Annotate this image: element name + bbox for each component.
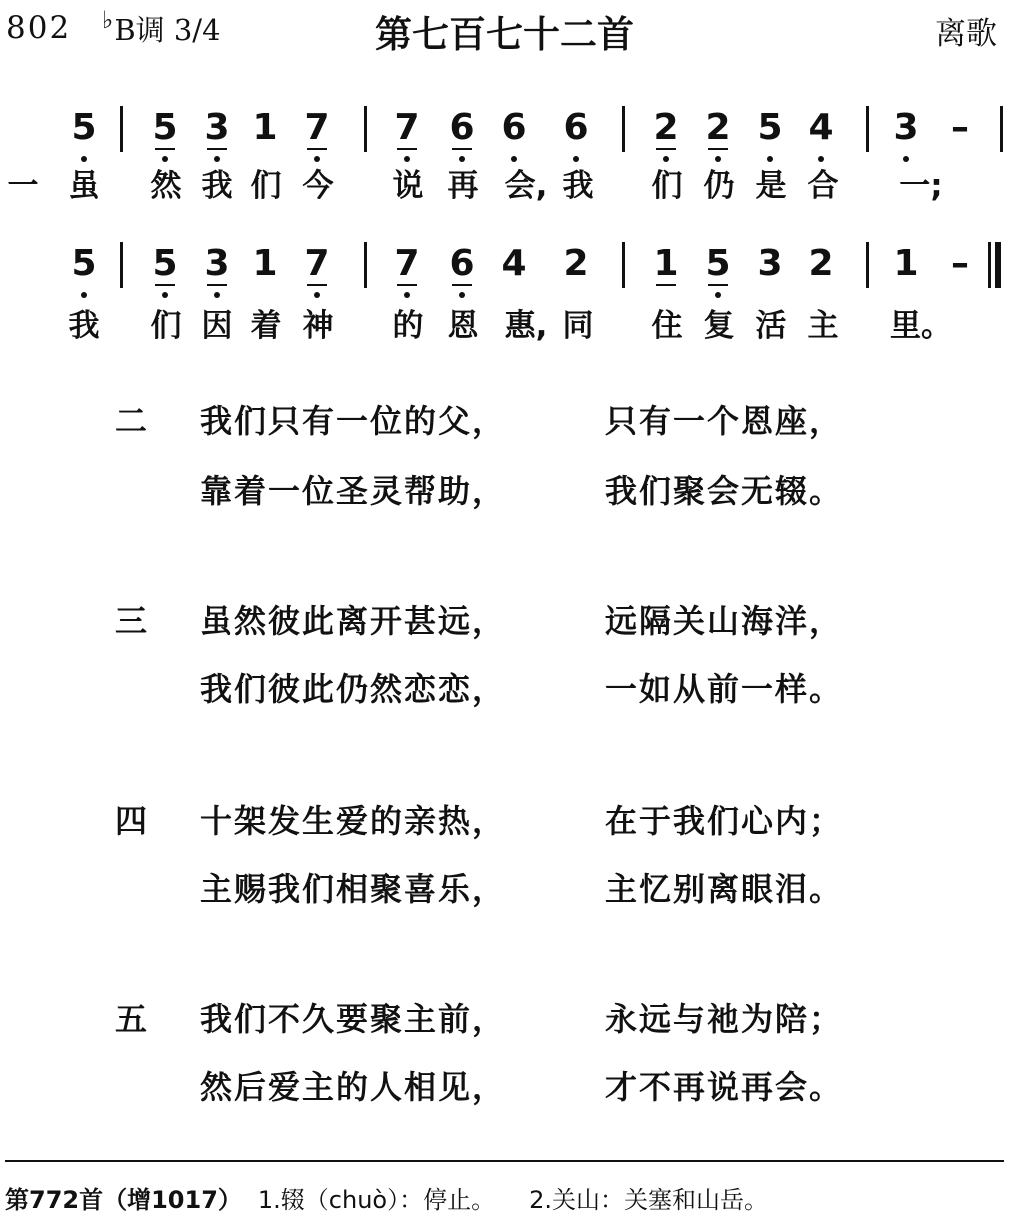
verse-line: 远隔关山海洋， <box>605 602 844 640</box>
verse-line: 一如从前一样。 <box>605 670 844 708</box>
hymn-title: 第七百七十二首 <box>375 13 634 56</box>
lyric-char: 今 <box>302 168 334 204</box>
note: 6 <box>442 108 482 148</box>
lyric-char: 我 <box>68 308 100 344</box>
verse-line: 靠着一位圣灵帮助， <box>200 472 507 510</box>
lyric-char: 我 <box>562 168 594 204</box>
barline <box>622 242 625 288</box>
note: 5 <box>750 108 790 148</box>
footnote-1: 1.辍（chuò）：停止。 <box>257 1186 496 1214</box>
note: 1 <box>653 243 679 284</box>
note: 5 <box>64 108 104 148</box>
verse-line: 我们彼此仍然恋恋， <box>200 670 507 708</box>
verse-line: 主忆别离眼泪。 <box>605 870 844 908</box>
verse-line: 永远与祂为陪； <box>605 1000 844 1038</box>
note: 3 <box>197 108 237 148</box>
lyric-char: 们 <box>150 308 182 344</box>
verse-line: 我们只有一位的父， <box>200 402 507 440</box>
lyric-char: 恩 <box>447 308 479 344</box>
lyric-char: 再 <box>447 168 479 204</box>
note: 5 <box>145 244 185 284</box>
verse-number: 二 <box>115 402 148 440</box>
lyric-char: 活 <box>755 308 787 344</box>
note: 7 <box>297 108 337 148</box>
note: 7 <box>387 108 427 148</box>
barline <box>1000 106 1003 152</box>
lyric-char: 们 <box>250 168 282 204</box>
note: 5 <box>698 244 738 284</box>
lyric-char: 里。 <box>890 308 952 344</box>
lyric-char: 因 <box>201 308 233 344</box>
verse-number: 三 <box>115 602 148 640</box>
verse-number: 四 <box>115 802 148 840</box>
lyric-char: 神 <box>302 308 334 344</box>
note: 2 <box>808 243 834 284</box>
flat-sign: ♭ <box>102 6 114 34</box>
key-and-meter: B调 3/4 <box>114 13 221 47</box>
lyric-char: 复 <box>703 308 735 344</box>
verse-line: 主赐我们相聚喜乐， <box>200 870 507 908</box>
lyric-char: 同 <box>562 308 594 344</box>
note: 6 <box>494 108 534 148</box>
barline <box>364 242 367 288</box>
note: 6 <box>442 244 482 284</box>
lyric-char: 是 <box>755 168 787 204</box>
hymn-reference: 第772首（增1017） <box>5 1186 242 1214</box>
note: 2 <box>698 108 738 148</box>
note: 4 <box>501 243 527 284</box>
barline <box>866 242 869 288</box>
note: 2 <box>563 243 589 284</box>
lyric-char: 我 <box>201 168 233 204</box>
dash: – <box>951 243 969 284</box>
verse-line: 在于我们心内； <box>605 802 844 840</box>
lyric-char: 们 <box>651 168 683 204</box>
verse-line: 我们聚会无辍。 <box>605 472 844 510</box>
lyric-char: 仍 <box>703 168 735 204</box>
page-number: 802 <box>6 10 72 46</box>
footer-divider <box>5 1160 1004 1162</box>
note: 3 <box>197 244 237 284</box>
verse-line: 我们不久要聚主前， <box>200 1000 507 1038</box>
barline <box>622 106 625 152</box>
lyric-char: 说 <box>392 168 424 204</box>
note: 6 <box>556 108 596 148</box>
lyric-char: 一; <box>899 168 943 204</box>
verse-number-one: 一 <box>7 168 39 204</box>
barline <box>120 106 123 152</box>
verse-line: 才不再说再会。 <box>605 1068 844 1106</box>
barline <box>364 106 367 152</box>
lyric-char: 虽 <box>68 168 100 204</box>
barline <box>866 106 869 152</box>
note: 7 <box>297 244 337 284</box>
verse-line: 然后爱主的人相见， <box>200 1068 507 1106</box>
note: 3 <box>757 243 783 284</box>
lyric-char: 会, <box>504 168 548 204</box>
lyric-char: 合 <box>807 168 839 204</box>
note: 2 <box>646 108 686 148</box>
verse-line: 虽然彼此离开甚远， <box>200 602 507 640</box>
lyric-char: 惠, <box>504 308 548 344</box>
barline <box>120 242 123 288</box>
lyric-char: 然 <box>150 168 182 204</box>
lyric-char: 住 <box>651 308 683 344</box>
note: 3 <box>886 108 926 148</box>
note: 1 <box>252 243 278 284</box>
verse-number: 五 <box>115 1000 148 1038</box>
lyric-char: 的 <box>392 308 424 344</box>
note: 1 <box>252 107 278 148</box>
footnote <box>5 1180 802 1215</box>
verse-line: 只有一个恩座， <box>605 402 844 440</box>
verse-line: 十架发生爱的亲热， <box>200 802 507 840</box>
dash: – <box>951 107 969 148</box>
lyric-char: 主 <box>807 308 839 344</box>
note: 4 <box>801 108 841 148</box>
tune-name: 离歌 <box>935 16 997 52</box>
note: 1 <box>893 243 919 284</box>
final-barline-thin <box>988 242 991 288</box>
note: 5 <box>145 108 185 148</box>
final-barline-thick <box>995 242 1001 288</box>
note: 5 <box>64 244 104 284</box>
note: 7 <box>387 244 427 284</box>
lyric-char: 着 <box>250 308 282 344</box>
footnote-2: 2.关山：关塞和山岳。 <box>529 1186 769 1214</box>
